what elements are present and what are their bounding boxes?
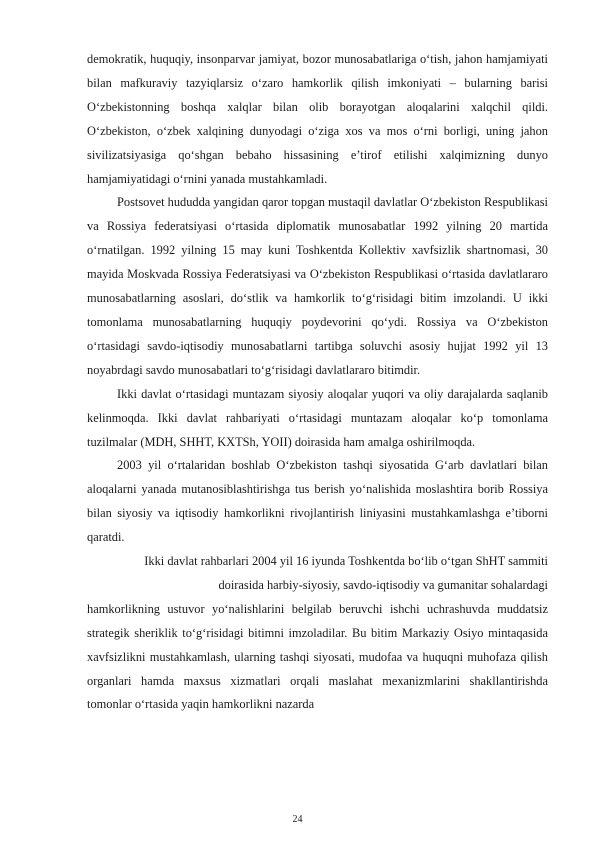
body-text xyxy=(87,48,548,717)
paragraph-1: demokratik, huquqiy, insonparvar jamiyat, bozor munosabatlariga o‘tish, jahon hamjamiyati bilan mafkuraviy tazyiqlarsiz o‘zaro hamkorlik qilish imkoniyati – bularning barisi O‘zbekistonning boshqa xalqlar bilan olib borayotgan aloqalarini xalqchil qildi. O‘zbekiston, o‘zbek xalqining dunyodagi o‘ziga xos va mos o‘rni borligi, uning jahon sivilizatsiyasiga qo‘shgan bebaho hissasining e’tirof etilishi xalqimizning dunyo hamjamiyatidagi o‘rnini yanada mustahkamladi. xyxy=(87,52,548,186)
page-number: 24 xyxy=(292,814,303,825)
paragraph-5-line-1: Ikki davlat rahbarlari 2004 yil 16 iyunda Toshkentda bo‘lib o‘tgan ShHT sammiti xyxy=(144,554,548,569)
paragraph-5-line-2: doirasida harbiy-siyosiy, savdo-iqtisodiy va gumanitar sohalardagi xyxy=(218,577,548,592)
paragraph-4: 2003 yil o‘rtalaridan boshlab O‘zbekiston tashqi siyosatida G‘arb davlatlari bilan aloqalarni yanada mutanosiblashtirishga tus berish yo‘nalishida moslashtira borib Rossiya bilan siyosiy va iqtisodiy hamkorlikni rivojlantirish liniyasini mustahkamlashga e’tiborni qaratdi. xyxy=(87,458,548,545)
paragraph-3: Ikki davlat o‘rtasidagi muntazam siyosiy aloqalar yuqori va oliy darajalarda saqlanib kelinmoqda. Ikki davlat rahbariyati o‘rtasidagi muntazam aloqalar ko‘p tomonlama tuzilmalar (MDH, SHHT, KXTSh, YOII) doirasida ham amalga oshirilmoqda. xyxy=(87,386,548,449)
paragraph-2: Postsovet hududda yangidan qaror topgan mustaqil davlatlar O‘zbekiston Respublikasi va Rossiya federatsiyasi o‘rtasida diplomatik munosabatlar 1992 yilning 20 martida o‘rnatilgan. 1992 yilning 15 may kuni Toshkentda Kollektiv xavfsizlik shartnomasi, 30 mayida Moskvada Rossiya Federatsiyasi va O‘zbekiston Respublikasi o‘rtasida davlatlararo munosabatlarning asoslari, do‘stlik va hamkorlik to‘g‘risidagi bitim imzolandi. U ikki tomonlama munosabatlarning huquqiy poydevorini qo‘ydi. Rossiya va O‘zbekiston o‘rtasidagi savdo-iqtisodiy munosabatlarni tartibga soluvchi asosiy hujjat 1992 yil 13 noyabrdagi savdo munosabatlari to‘g‘risidagi davlatlararo bitimdir. xyxy=(87,195,548,377)
paragraph-5-body: hamkorlikning ustuvor yo‘nalishlarini belgilab beruvchi ishchi uchrashuvda muddatsiz strategik sheriklik to‘g‘risidagi bitimni imzoladilar. Bu bitim Markaziy Osiyo mintaqasida xavfsizlikni mustahkamlash, ularning tashqi siyosati, mudofaa va huquqni muhofaza qilish organlari hamda maxsus xizmatlari orqali maslahat mexanizmlarini shakllantirishda tomonlar o‘rtasida yaqin hamkorlikni nazarda xyxy=(87,601,548,712)
paragraph-5 xyxy=(87,550,548,717)
